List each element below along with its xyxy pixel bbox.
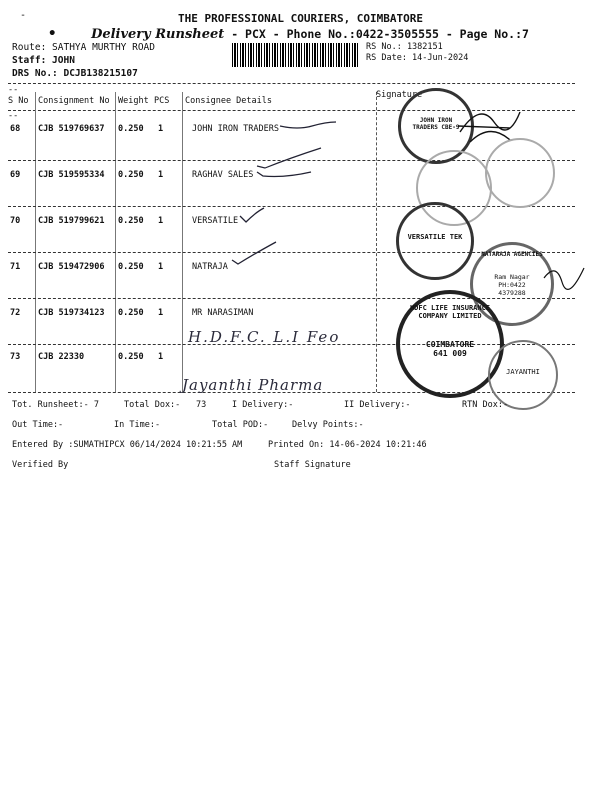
col-weight: Weight <box>118 96 149 106</box>
rule-mark: -- <box>8 85 19 95</box>
row-consignment: CJB 519734123 <box>38 308 105 318</box>
company-title: THE PROFESSIONAL COURIERS, COIMBATORE <box>178 12 424 25</box>
row-sno: 68 <box>10 124 21 134</box>
row-weight: 0.250 <box>118 216 144 226</box>
top-dot: - <box>20 10 27 21</box>
row-consignee: MR NARASIMAN <box>192 308 254 318</box>
row-weight: 0.250 <box>118 124 144 134</box>
row-weight: 0.250 <box>118 170 144 180</box>
verified-by: Verified By <box>12 460 69 470</box>
row-sno: 73 <box>10 352 21 362</box>
row-sno: 71 <box>10 262 21 272</box>
row-pcs: 1 <box>158 216 164 226</box>
row-rule <box>8 206 575 207</box>
tot-runsheet: Tot. Runsheet:- 7 <box>12 400 99 410</box>
col-consignment: Consignment No <box>38 96 110 106</box>
row-consignment: CJB 519472906 <box>38 262 105 272</box>
handwritten-hdfc: H.D.F.C. L.I Feo <box>188 328 341 346</box>
col-divider-4 <box>376 92 377 392</box>
runsheet-word: Delivery Runsheet <box>91 27 225 42</box>
row-consignee: RAGHAV SALES <box>192 170 254 180</box>
row-sno: 70 <box>10 216 21 226</box>
col-sno: S No <box>8 96 29 106</box>
total-pod: Total POD:- <box>212 420 269 430</box>
tick-mark <box>238 206 268 224</box>
rtn-dox: RTN Dox:- <box>462 400 509 410</box>
entered-by: Entered By :SUMATHIPCX 06/14/2024 10:21:55 AM <box>12 440 243 450</box>
staff-signature: Staff Signature <box>274 460 351 470</box>
hdfc-stamp: HDFC LIFE INSURANCE COMPANY LIMITED COIMBATORE 641 009 <box>396 290 504 398</box>
tick-mark <box>255 146 325 170</box>
rule-top <box>8 83 575 84</box>
handwritten-jayanthi: Jayanthi Pharma <box>182 376 324 394</box>
drs-number: DRS No.: DCJB138215107 <box>12 68 138 79</box>
row-pcs: 1 <box>158 124 164 134</box>
versatile-stamp: VERSATILE TEK <box>396 202 474 280</box>
staff: Staff: JOHN <box>12 55 75 66</box>
out-time: Out Time:- <box>12 420 64 430</box>
jayanthi-stamp: JAYANTHI <box>488 340 558 410</box>
signature-scribble <box>540 258 590 288</box>
row-pcs: 1 <box>158 352 164 362</box>
row-sno: 72 <box>10 308 21 318</box>
i-delivery: I Delivery:- <box>232 400 294 410</box>
col-divider-2 <box>115 92 116 392</box>
row-consignment: CJB 519595334 <box>38 170 105 180</box>
total-dox-label: Total Dox:- <box>124 400 181 410</box>
rs-date: RS Date: 14-Jun-2024 <box>366 53 469 63</box>
runsheet-rest: - PCX - Phone No.:0422-3505555 - Page No.:7 <box>231 27 529 41</box>
in-time: In Time:- <box>114 420 161 430</box>
faint-stamp <box>485 138 555 208</box>
rs-number: RS No.: 1382151 <box>366 42 443 52</box>
total-dox-value: 73 <box>196 400 207 410</box>
col-pcs: PCS <box>154 96 170 106</box>
row-consignment: CJB 519769637 <box>38 124 105 134</box>
route: Route: SATHYA MURTHY ROAD <box>12 42 155 53</box>
nataraja-stamp: NATARAJA AGENCIES Ram Nagar PH:0422 4379288 <box>470 242 554 326</box>
ii-delivery: II Delivery:- <box>344 400 411 410</box>
col-divider-1 <box>35 92 36 392</box>
rule-mark-2: -- <box>8 111 19 121</box>
row-weight: 0.250 <box>118 352 144 362</box>
col-consignee: Consignee Details <box>185 96 272 106</box>
row-consignee: VERSATILE <box>192 216 239 226</box>
row-weight: 0.250 <box>118 308 144 318</box>
runsheet-heading: • Delivery Runsheet - PCX - Phone No.:0422-3505555 - Page No.:7 <box>48 26 529 42</box>
row-pcs: 1 <box>158 308 164 318</box>
printed-on: Printed On: 14-06-2024 10:21:46 <box>268 440 427 450</box>
row-consignment: CJB 22330 <box>38 352 85 362</box>
tick-mark <box>230 238 280 268</box>
delvy-points: Delvy Points:- <box>292 420 364 430</box>
tick-mark <box>278 118 338 132</box>
john-iron-stamp: JOHN IRON TRADERS CBE-9 <box>398 88 474 164</box>
barcode <box>232 43 360 67</box>
row-weight: 0.250 <box>118 262 144 272</box>
row-consignee: JOHN IRON TRADERS <box>192 124 279 134</box>
row-sno: 69 <box>10 170 21 180</box>
row-consignee: NATRAJA <box>192 262 228 272</box>
row-pcs: 1 <box>158 262 164 272</box>
row-consignment: CJB 519799621 <box>38 216 105 226</box>
row-pcs: 1 <box>158 170 164 180</box>
col-signature: Signature <box>376 90 423 100</box>
col-divider-3 <box>182 92 183 392</box>
tick-mark <box>255 168 315 182</box>
